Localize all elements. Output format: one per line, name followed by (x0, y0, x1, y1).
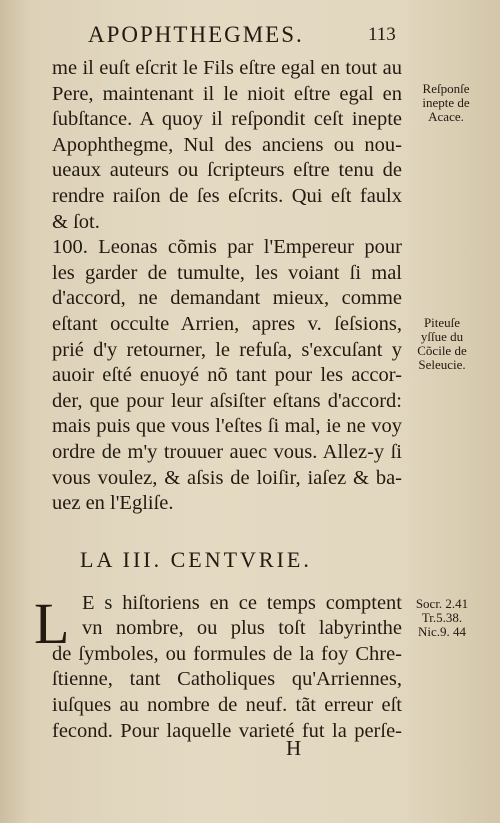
margin-note: Piteuſe yſſue du Cõcile de Seleucie. (417, 315, 467, 372)
text-line: uez en l'Egliſe. (52, 492, 174, 515)
text-line: les garder de tumulte, les voiant ſi mal (52, 261, 402, 284)
text-line: ordre de m'y trouuer auec vous. Allez-y ſi (52, 440, 402, 463)
text-line: der, que pour leur aſsiſter eſtans d'accord: (52, 389, 402, 412)
drop-cap: L (34, 590, 70, 656)
text-line: auoir eſté enuoyé nõ tant pour les accor- (52, 364, 402, 387)
margin-note: Reſponſe inepte de Acace. (422, 81, 470, 124)
margin-note: Socr. 2.41 Tr.5.38. Nic.9. 44 (415, 596, 469, 639)
text-line: & ſot. (52, 210, 100, 233)
text-line: ueaux auteurs ou ſcripteurs eſtre tenu de (52, 159, 402, 182)
page-header (0, 22, 500, 52)
text-line: de ſymboles, ou formules de la foy Chre- (52, 642, 402, 665)
text-line: fecond. Pour laquelle varieté fut la perſe- (52, 719, 402, 742)
text-line: iuſques au nombre de neuf. tãt erreur eſt (52, 694, 402, 717)
text-line: eſtant occulte Arrien, apres v. ſeſsions, (52, 312, 402, 335)
text-line: Apophthegme, Nul des anciens ou nou- (52, 133, 402, 156)
signature-mark: H (286, 736, 302, 760)
paragraph (34, 590, 402, 745)
text-line: me il euſt eſcrit le Fils eſtre egal en tout au (52, 57, 402, 79)
text-line: E s hiſtoriens en ce temps comptent (82, 591, 402, 614)
text-line: mais puis que vous l'eſtes ſi mal, ie ne voy (52, 415, 402, 438)
text-line: 100. Leonas cõmis par l'Empereur pour (52, 236, 402, 259)
text-line: prié d'y retourner, le refuſa, s'excuſant y (52, 338, 402, 361)
running-title: APOPHTHEGMES. (88, 22, 304, 47)
section-title: LA III. CENTVRIE. (80, 546, 312, 572)
page-number: 113 (368, 24, 396, 45)
text-line: ſtienne, tant Catholiques qu'Arriennes, (52, 668, 402, 691)
text-line: vous voulez, & aſsis de loiſir, iaſez & ba- (52, 466, 402, 489)
text-line: vn nombre, ou plus toſt labyrinthe (82, 617, 402, 640)
text-line: d'accord, ne demandant mieux, comme (52, 287, 402, 310)
text-line: rendre raiſon de ſes eſcrits. Qui eſt faulx (52, 184, 402, 207)
main-text (34, 56, 402, 744)
text-line: Pere, maintenant il le nioit eſtre egal en (52, 82, 402, 105)
text-line: ſubſtance. A quoy il reſpondit ceſt inepte (52, 108, 402, 131)
